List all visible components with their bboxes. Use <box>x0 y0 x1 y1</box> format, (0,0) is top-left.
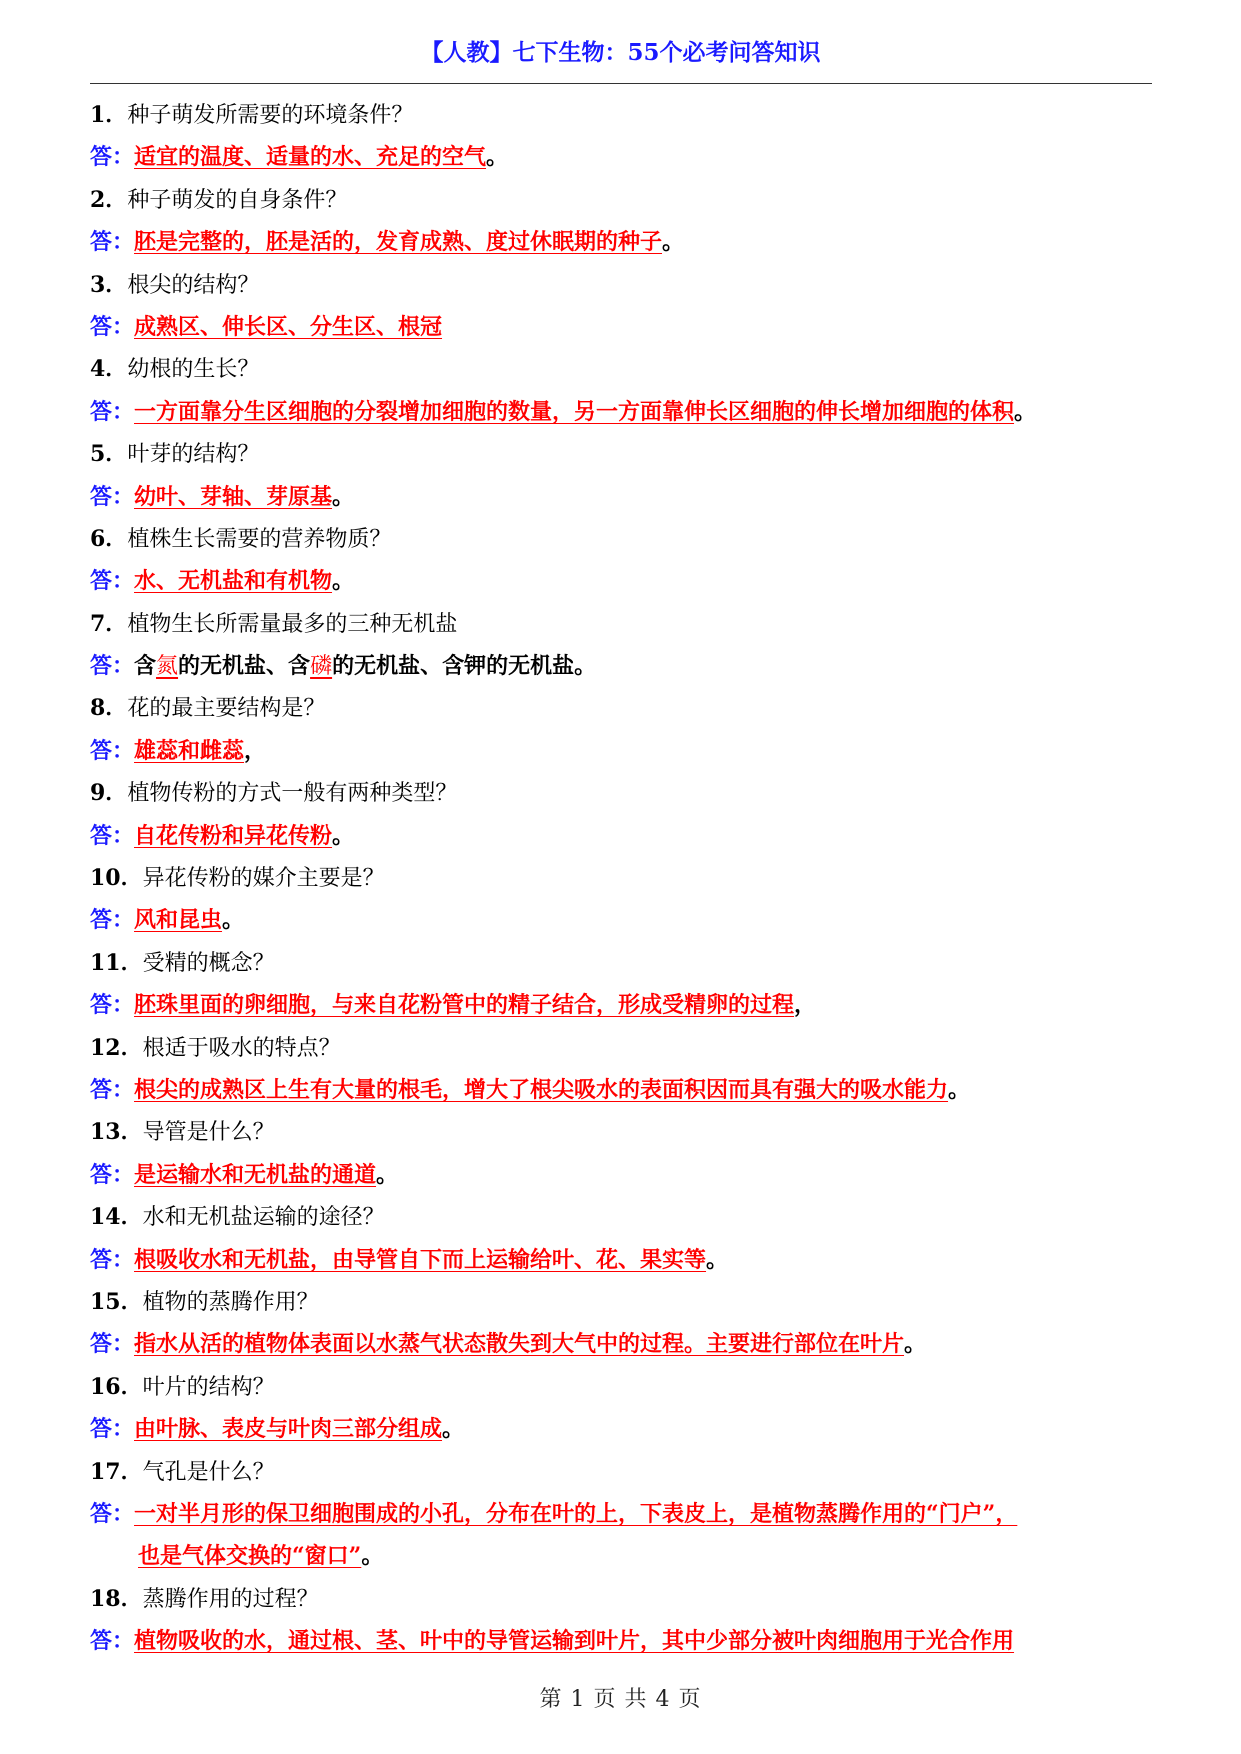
answer-label: 答： <box>90 1331 135 1358</box>
answer-line <box>90 815 1160 857</box>
qa-item <box>90 518 1160 603</box>
answer-label: 答： <box>90 907 135 934</box>
question-line <box>90 603 1160 645</box>
question-number: 14． <box>90 1204 143 1231</box>
question-text: 种子萌发所需要的环境条件？ <box>127 103 414 128</box>
answer-line <box>90 560 1160 602</box>
qa-item <box>90 1027 1160 1112</box>
qa-item <box>90 433 1160 518</box>
question-text: 导管是什么？ <box>142 1120 275 1146</box>
qa-item <box>90 1366 1160 1451</box>
question-number: 9． <box>90 780 128 807</box>
answer-punctuation: 的无机盐、含 <box>178 653 311 680</box>
answer-text: 雄蕊和雌蕊 <box>134 737 245 764</box>
question-line <box>90 1027 1160 1069</box>
qa-item <box>90 94 1160 179</box>
answer-line <box>90 899 1160 941</box>
question-text: 水和无机盐运输的途径？ <box>142 1205 385 1231</box>
answer-punctuation: 。 <box>904 1331 927 1358</box>
answer-label: 答： <box>90 1076 135 1103</box>
answer-punctuation: 。 <box>332 483 355 510</box>
qa-list <box>90 94 1160 1662</box>
question-number: 6． <box>90 525 128 552</box>
answer-punctuation: 。 <box>376 1161 399 1188</box>
question-line <box>90 94 1160 136</box>
answer-punctuation: 。 <box>706 1246 729 1273</box>
answer-punctuation: 。 <box>486 144 509 171</box>
question-line <box>90 264 1160 306</box>
question-number: 10． <box>90 865 143 892</box>
qa-item <box>90 264 1160 349</box>
answer-text: 胚是完整的，胚是活的，发育成熟、度过休眠期的种子 <box>134 229 663 256</box>
answer-line <box>90 1620 1160 1662</box>
answer-punctuation: 。 <box>1014 398 1037 425</box>
qa-item <box>90 687 1160 772</box>
answer-continuation <box>90 1535 1160 1577</box>
answer-punctuation: ， <box>794 992 817 1019</box>
answer-punctuation: 。 <box>332 568 355 595</box>
qa-item <box>90 1281 1160 1366</box>
question-number: 13． <box>90 1119 143 1146</box>
answer-line <box>90 306 1160 348</box>
qa-item <box>90 1196 1160 1281</box>
answer-text: 自花传粉和异花传粉 <box>134 822 333 849</box>
answer-text: 胚珠里面的卵细胞，与来自花粉管中的精子结合，形成受精卵的过程 <box>134 992 795 1019</box>
answer-text: 成熟区、伸长区、分生区、根冠 <box>134 313 443 340</box>
question-number: 15． <box>90 1288 143 1315</box>
question-line <box>90 348 1160 390</box>
answer-label: 答： <box>90 1161 135 1188</box>
answer-label: 答： <box>90 1628 135 1655</box>
qa-item <box>90 942 1160 1027</box>
answer-label: 答： <box>90 653 135 680</box>
qa-item <box>90 603 1160 688</box>
answer-punctuation: 。 <box>442 1416 465 1443</box>
answer-line <box>90 1493 1160 1535</box>
question-text: 叶芽的结构？ <box>127 442 260 468</box>
question-number: 3． <box>90 271 128 298</box>
answer-text: 也是气体交换的“窗口” <box>138 1543 362 1570</box>
question-text: 植物的蒸腾作用？ <box>142 1289 319 1315</box>
qa-item <box>90 1111 1160 1196</box>
answer-line <box>90 1069 1160 1111</box>
answer-line <box>90 1239 1160 1281</box>
answer-label: 答： <box>90 313 135 340</box>
question-text: 幼根的生长？ <box>127 357 260 383</box>
answer-line <box>90 476 1160 518</box>
answer-punctuation: 。 <box>662 229 685 256</box>
answer-line <box>90 221 1160 263</box>
question-number: 17． <box>90 1458 143 1485</box>
question-line <box>90 857 1160 899</box>
question-text: 受精的概念？ <box>142 950 275 976</box>
qa-item <box>90 1578 1160 1663</box>
answer-label: 答： <box>90 229 135 256</box>
answer-punctuation: 。 <box>222 907 245 934</box>
question-line <box>90 772 1160 814</box>
question-number: 16． <box>90 1373 143 1400</box>
answer-text: 根尖的成熟区上生有大量的根毛，增大了根尖吸水的表面积因而具有强大的吸水能力 <box>134 1076 949 1103</box>
answer-text: 一方面靠分生区细胞的分裂增加细胞的数量，另一方面靠伸长区细胞的伸长增加细胞的体积 <box>134 398 1015 425</box>
answer-text: 幼叶、芽轴、芽原基 <box>134 483 333 510</box>
answer-punctuation: 。 <box>948 1076 971 1103</box>
question-number: 2． <box>90 186 128 213</box>
question-number: 1． <box>90 102 128 128</box>
answer-text: 根吸收水和无机盐，由导管自下而上运输给叶、花、果实等 <box>134 1246 707 1273</box>
question-line <box>90 1366 1160 1408</box>
qa-item <box>90 179 1160 264</box>
answer-punctuation: 的无机盐、含钾的无机盐。 <box>332 653 597 680</box>
question-text: 根尖的结构？ <box>127 272 260 298</box>
question-line <box>90 687 1160 729</box>
question-number: 18． <box>90 1585 143 1612</box>
question-line <box>90 1451 1160 1493</box>
question-number: 11． <box>90 949 143 976</box>
answer-label: 答： <box>90 1246 135 1273</box>
answer-highlight: 氮 <box>156 654 179 680</box>
question-number: 4． <box>90 356 128 383</box>
question-line <box>90 1578 1160 1620</box>
answer-punctuation: 含 <box>134 653 157 680</box>
answer-line <box>90 1408 1160 1450</box>
question-number: 5． <box>90 441 128 468</box>
answer-label: 答： <box>90 822 135 849</box>
question-text: 花的最主要结构是？ <box>127 696 326 722</box>
question-text: 气孔是什么？ <box>142 1459 275 1485</box>
question-text: 根适于吸水的特点？ <box>142 1035 341 1061</box>
answer-label: 答： <box>90 568 135 595</box>
question-line <box>90 942 1160 984</box>
answer-line <box>90 1323 1160 1365</box>
question-text: 植物传粉的方式一般有两种类型？ <box>127 781 458 807</box>
answer-line <box>90 136 1160 178</box>
question-text: 植株生长需要的营养物质？ <box>127 526 392 552</box>
question-line <box>90 518 1160 560</box>
question-number: 12． <box>90 1034 143 1061</box>
answer-line <box>90 984 1160 1026</box>
answer-label: 答： <box>90 483 135 510</box>
answer-punctuation: ， <box>244 737 267 764</box>
question-text: 种子萌发的自身条件？ <box>127 187 348 213</box>
question-line <box>90 179 1160 221</box>
answer-text: 指水从活的植物体表面以水蒸气状态散失到大气中的过程。主要进行部位在叶片 <box>134 1331 905 1358</box>
answer-text: 水、无机盐和有机物 <box>134 568 333 595</box>
qa-item <box>90 857 1160 942</box>
question-line <box>90 433 1160 475</box>
page-footer: 第 1 页 共 4 页 <box>539 1687 702 1712</box>
qa-item <box>90 1451 1160 1578</box>
answer-text: 风和昆虫 <box>134 907 223 934</box>
answer-punctuation: 。 <box>332 822 355 849</box>
answer-label: 答： <box>90 144 135 171</box>
question-number: 7． <box>90 610 128 637</box>
answer-text: 适宜的温度、适量的水、充足的空气 <box>134 144 487 171</box>
answer-text: 植物吸收的水，通过根、茎、叶中的导管运输到叶片，其中少部分被叶肉细胞用于光合作用 <box>134 1628 1015 1655</box>
document-title: 【人教】七下生物：55个必考问答知识 <box>420 39 821 66</box>
question-number: 8． <box>90 695 128 722</box>
answer-line <box>90 645 1160 687</box>
header-divider <box>90 83 1152 84</box>
answer-line <box>90 391 1160 433</box>
answer-text: 由叶脉、表皮与叶肉三部分组成 <box>134 1416 443 1443</box>
question-text: 蒸腾作用的过程？ <box>142 1586 319 1612</box>
question-line <box>90 1111 1160 1153</box>
question-line <box>90 1281 1160 1323</box>
answer-text: 是运输水和无机盐的通道 <box>134 1161 377 1188</box>
answer-line <box>90 1154 1160 1196</box>
answer-label: 答： <box>90 737 135 764</box>
answer-label: 答： <box>90 992 135 1019</box>
answer-text: 一对半月形的保卫细胞围成的小孔，分布在叶的上，下表皮上，是植物蒸腾作用的“门户”， <box>134 1500 1018 1527</box>
question-text: 叶片的结构？ <box>142 1374 275 1400</box>
answer-label: 答： <box>90 398 135 425</box>
answer-label: 答： <box>90 1416 135 1443</box>
question-line <box>90 1196 1160 1238</box>
question-text: 异花传粉的媒介主要是？ <box>142 866 385 892</box>
answer-line <box>90 730 1160 772</box>
qa-item <box>90 348 1160 433</box>
answer-highlight: 磷 <box>310 654 333 680</box>
qa-item <box>90 772 1160 857</box>
question-text: 植物生长所需量最多的三种无机盐 <box>127 611 458 637</box>
answer-label: 答： <box>90 1500 135 1527</box>
answer-punctuation: 。 <box>361 1543 384 1570</box>
